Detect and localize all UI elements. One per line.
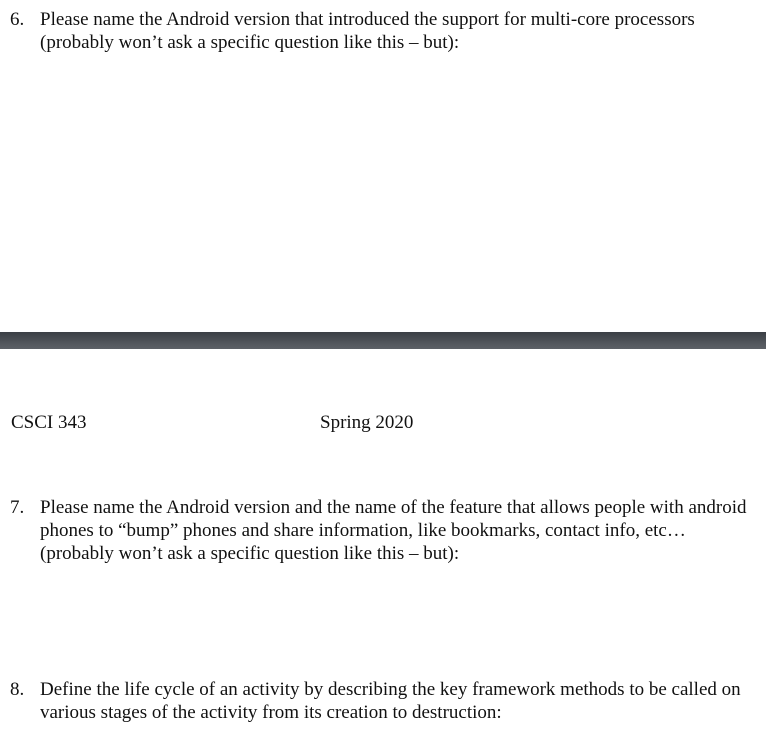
page-separator	[0, 332, 766, 349]
question-6	[10, 8, 760, 54]
document-page-top	[0, 0, 766, 332]
question-7	[10, 496, 760, 565]
question-8	[10, 678, 760, 724]
question-6-text: Please name the Android version that introduced the support for multi-core processors (probably won’t ask a specific question like this – but):	[40, 9, 695, 53]
question-7-text: Please name the Android version and the name of the feature that allows people with android phones to “bump” phones and share information, like bookmarks, contact info, etc… (probably won’t ask a specific question like this – but):	[40, 497, 747, 564]
question-8-number: 8.	[10, 679, 25, 700]
question-6-number: 6.	[10, 9, 25, 30]
term-header: Spring 2020	[320, 412, 414, 433]
course-header: CSCI 343	[11, 412, 87, 433]
question-7-number: 7.	[10, 497, 25, 518]
document-page-bottom	[0, 349, 766, 751]
question-8-text: Define the life cycle of an activity by describing the key framework methods to be called on various stages of the activity from its creation to destruction:	[40, 679, 741, 723]
